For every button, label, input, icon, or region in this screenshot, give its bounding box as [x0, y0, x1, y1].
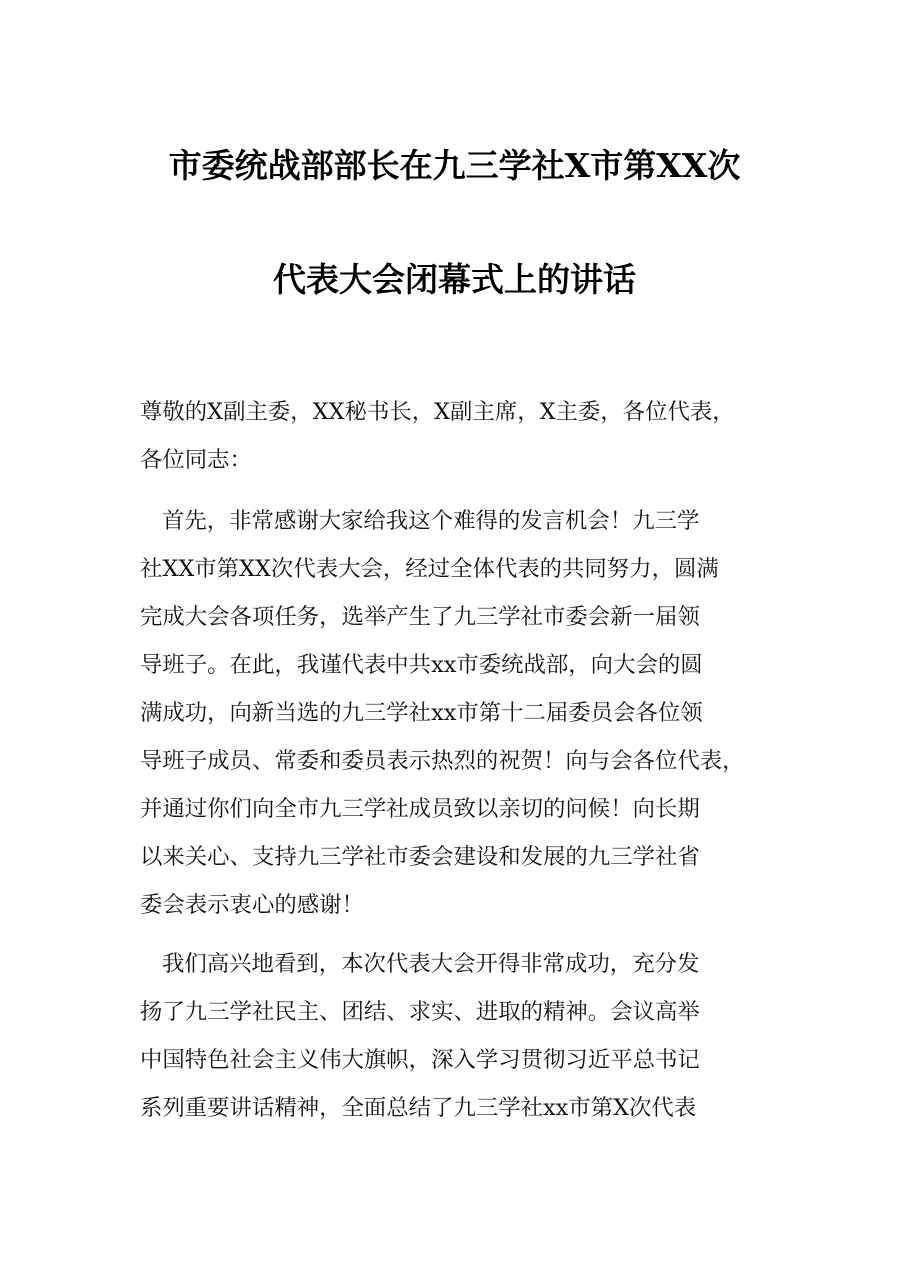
document-title-line-2: 代表大会闭幕式上的讲话: [273, 260, 636, 299]
paragraph-line: 社XX市第XX次代表大会，经过全体代表的共同努力，圆满: [140, 556, 719, 582]
greeting: [140, 388, 780, 484]
document-title-line-1: 市委统战部部长在九三学社X市第XX次: [168, 146, 741, 185]
paragraph-line: 完成大会各项任务，选举产生了九三学社市委会新一届领: [140, 604, 700, 630]
paragraph-line: 我们高兴地看到，本次代表大会开得非常成功，充分发: [162, 951, 700, 977]
paragraph-line: 满成功，向新当选的九三学社xx市第十二届委员会各位领: [140, 700, 703, 726]
paragraph-line: 首先，非常感谢大家给我这个难得的发言机会！九三学: [162, 508, 700, 534]
paragraph-line: 以来关心、支持九三学社市委会建设和发展的九三学社省: [140, 844, 700, 870]
greeting-line: 各位同志：: [140, 447, 252, 473]
paragraph-line: 中国特色社会主义伟大旗帜，深入学习贯彻习近平总书记: [140, 1047, 700, 1073]
paragraph-line: 委会表示衷心的感谢！: [140, 892, 364, 918]
paragraph-2: [140, 940, 780, 1132]
paragraph-line: 导班子。在此，我谨代表中共xx市委统战部，向大会的圆: [140, 652, 703, 678]
paragraph-line: 导班子成员、常委和委员表示热烈的祝贺！向与会各位代表，: [140, 748, 745, 774]
paragraph-line: 扬了九三学社民主、团结、求实、进取的精神。会议高举: [140, 999, 700, 1025]
greeting-line: 尊敬的X副主委，XX秘书长，X副主席，X主委，各位代表，: [140, 399, 735, 425]
paragraph-1: [140, 497, 780, 929]
paragraph-line: 并通过你们向全市九三学社成员致以亲切的问候！向长期: [140, 796, 700, 822]
paragraph-line: 系列重要讲话精神，全面总结了九三学社xx市第X次代表: [140, 1095, 697, 1121]
